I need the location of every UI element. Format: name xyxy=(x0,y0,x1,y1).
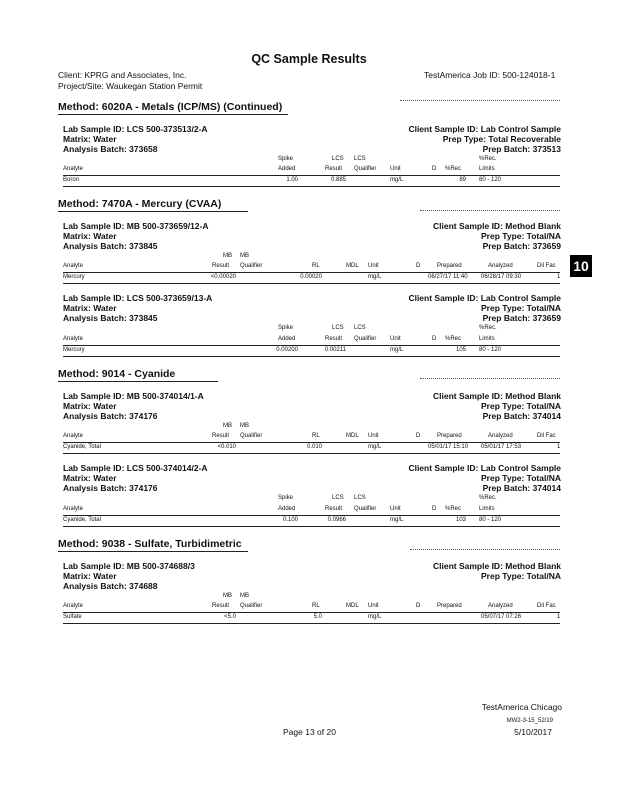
footer-company: TestAmerica Chicago xyxy=(481,702,562,712)
method-heading-9014: Method: 9014 - Cyanide xyxy=(58,368,176,380)
cell-analyte: Cyanide, Total xyxy=(63,517,101,523)
col-rec: %Rec xyxy=(445,336,462,342)
col-analyte: Analyte xyxy=(63,603,84,609)
method-underline xyxy=(58,381,218,382)
cell-unit: mg/L xyxy=(368,444,382,450)
col-lcs: LCS xyxy=(354,156,366,162)
header-rule xyxy=(63,442,560,443)
cell-analyte: Mercury xyxy=(63,274,85,280)
lab-sample-id: Lab Sample ID: LCS 500-374014/2-A xyxy=(63,463,208,473)
prep-batch: Prep Batch: 373659 xyxy=(482,313,561,323)
col-rec: %Rec. xyxy=(479,156,497,162)
header-rule xyxy=(63,612,560,613)
col-limits: Limits xyxy=(479,506,495,512)
matrix: Matrix: Water xyxy=(63,571,117,581)
analysis-batch: Analysis Batch: 373658 xyxy=(63,144,158,154)
cell-rec: 105 xyxy=(455,347,466,353)
client-sample-id: Client Sample ID: Method Blank xyxy=(433,391,561,401)
col-mb: MB xyxy=(223,423,232,429)
col-qualifier: Qualifier xyxy=(354,336,377,342)
divider xyxy=(420,210,560,211)
prep-type: Prep Type: Total/NA xyxy=(481,303,561,313)
col-unit: Unit xyxy=(390,336,401,342)
col-result: Result xyxy=(212,263,230,269)
cell-dilfac: 1 xyxy=(557,614,561,620)
client-sample-id: Client Sample ID: Lab Control Sample xyxy=(408,293,561,303)
col-d: D xyxy=(432,166,437,172)
cell-result: 0.00211 xyxy=(324,347,346,353)
matrix: Matrix: Water xyxy=(63,401,117,411)
col-d: D xyxy=(432,506,437,512)
cell-result: <0.010 xyxy=(217,444,236,450)
cell-prepared: 06/27/17 11:40 xyxy=(428,274,468,280)
cell-result: <5.0 xyxy=(224,614,236,620)
cell-added: 1.00 xyxy=(286,177,298,183)
project-site: Project/Site: Waukegan Station Permit xyxy=(58,81,203,91)
col-prepared: Prepared xyxy=(437,603,462,609)
col-rec: %Rec xyxy=(445,166,462,172)
col-unit: Unit xyxy=(368,603,379,609)
cell-unit: mg/L xyxy=(390,177,404,183)
matrix: Matrix: Water xyxy=(63,231,117,241)
cell-limits: 80 - 120 xyxy=(479,347,502,353)
divider xyxy=(400,100,560,101)
prep-type: Prep Type: Total/NA xyxy=(481,571,561,581)
col-mb: MB xyxy=(223,593,232,599)
col-lcs: LCS xyxy=(332,156,344,162)
col-mdl: MDL xyxy=(346,263,359,269)
col-analyzed: Analyzed xyxy=(488,263,513,269)
cell-analyzed: 05/01/17 17:53 xyxy=(481,444,522,450)
cell-result: 0.0966 xyxy=(327,517,346,523)
col-added: Added xyxy=(278,336,296,342)
lab-sample-id: Lab Sample ID: MB 500-374688/3 xyxy=(63,561,195,571)
lab-sample-id: Lab Sample ID: MB 500-373659/12-A xyxy=(63,221,209,231)
col-limits: Limits xyxy=(479,336,495,342)
col-d: D xyxy=(432,336,437,342)
col-prepared: Prepared xyxy=(437,433,462,439)
cell-unit: mg/L xyxy=(368,614,382,620)
col-result: Result xyxy=(325,506,343,512)
col-qualifier: Qualifier xyxy=(240,433,263,439)
col-analyte: Analyte xyxy=(63,506,84,512)
header-rule xyxy=(63,175,560,176)
prep-batch: Prep Batch: 374014 xyxy=(482,483,561,493)
cell-analyte: Sulfate xyxy=(63,614,82,620)
lab-sample-id: Lab Sample ID: MB 500-374014/1-A xyxy=(63,391,204,401)
row-rule xyxy=(63,453,560,454)
col-analyzed: Analyzed xyxy=(488,603,513,609)
col-added: Added xyxy=(278,166,296,172)
matrix: Matrix: Water xyxy=(63,303,117,313)
col-lcs: LCS xyxy=(354,495,366,501)
cell-result: <0.00020 xyxy=(210,274,236,280)
cell-added: 0.100 xyxy=(282,517,298,523)
col-dilfac: Dil Fac xyxy=(537,603,556,609)
header-rule xyxy=(63,272,560,273)
col-spike: Spike xyxy=(278,325,294,331)
col-mb: MB xyxy=(240,423,249,429)
cell-analyte: Mercury xyxy=(63,347,85,353)
col-unit: Unit xyxy=(390,506,401,512)
cell-added: 0.00200 xyxy=(276,347,298,353)
cell-rl: 5.0 xyxy=(313,614,322,620)
page-title: QC Sample Results xyxy=(251,52,367,66)
col-d: D xyxy=(416,603,421,609)
cell-limits: 80 - 120 xyxy=(479,517,502,523)
cell-result: 0.885 xyxy=(330,177,346,183)
header-rule xyxy=(63,515,560,516)
col-result: Result xyxy=(212,433,230,439)
col-rl: RL xyxy=(312,603,320,609)
cell-analyzed: 05/07/17 07:26 xyxy=(481,614,522,620)
method-heading-6020a: Method: 6020A - Metals (ICP/MS) (Continued) xyxy=(58,101,283,113)
col-result: Result xyxy=(325,336,343,342)
cell-rec: 89 xyxy=(459,177,466,183)
client-sample-id: Client Sample ID: Method Blank xyxy=(433,561,561,571)
page-number: Page 13 of 20 xyxy=(283,727,336,737)
matrix: Matrix: Water xyxy=(63,134,117,144)
method-underline xyxy=(58,211,248,212)
analysis-batch: Analysis Batch: 374176 xyxy=(63,483,158,493)
method-underline xyxy=(58,551,248,552)
col-unit: Unit xyxy=(368,433,379,439)
client-sample-id: Client Sample ID: Method Blank xyxy=(433,221,561,231)
col-analyte: Analyte xyxy=(63,166,84,172)
col-lcs: LCS xyxy=(354,325,366,331)
analysis-batch: Analysis Batch: 374688 xyxy=(63,581,158,591)
divider xyxy=(410,549,560,550)
analysis-batch: Analysis Batch: 373845 xyxy=(63,313,158,323)
col-rec: %Rec xyxy=(445,506,462,512)
analysis-batch: Analysis Batch: 373845 xyxy=(63,241,158,251)
col-d: D xyxy=(416,433,421,439)
method-underline xyxy=(58,114,288,115)
method-heading-7470a: Method: 7470A - Mercury (CVAA) xyxy=(58,198,222,210)
row-rule xyxy=(63,186,560,187)
col-lcs: LCS xyxy=(332,495,344,501)
col-limits: Limits xyxy=(479,166,495,172)
divider xyxy=(420,378,560,379)
row-rule xyxy=(63,526,560,527)
section-tab: 10 xyxy=(570,255,592,277)
cell-analyte: Cyanide, Total xyxy=(63,444,101,450)
prep-batch: Prep Batch: 373659 xyxy=(482,241,561,251)
client-name: Client: KPRG and Associates, Inc. xyxy=(58,70,187,80)
prep-type: Prep Type: Total/NA xyxy=(481,401,561,411)
col-qualifier: Qualifier xyxy=(240,263,263,269)
col-mb: MB xyxy=(240,253,249,259)
col-spike: Spike xyxy=(278,156,294,162)
matrix: Matrix: Water xyxy=(63,473,117,483)
col-d: D xyxy=(416,263,421,269)
col-spike: Spike xyxy=(278,495,294,501)
client-sample-id: Client Sample ID: Lab Control Sample xyxy=(408,124,561,134)
cell-limits: 80 - 120 xyxy=(479,177,502,183)
col-unit: Unit xyxy=(390,166,401,172)
col-mdl: MDL xyxy=(346,603,359,609)
row-rule xyxy=(63,356,560,357)
footer-date: 5/10/2017 xyxy=(514,727,552,737)
col-rec: %Rec. xyxy=(479,325,497,331)
header-rule xyxy=(63,345,560,346)
col-mb: MB xyxy=(223,253,232,259)
analysis-batch: Analysis Batch: 374176 xyxy=(63,411,158,421)
lab-sample-id: Lab Sample ID: LCS 500-373659/13-A xyxy=(63,293,213,303)
job-id: TestAmerica Job ID: 500-124018-1 xyxy=(424,70,556,80)
prep-type: Prep Type: Total/NA xyxy=(481,231,561,241)
cell-unit: mg/L xyxy=(390,517,404,523)
prep-type: Prep Type: Total Recoverable xyxy=(442,134,561,144)
cell-dilfac: 1 xyxy=(557,444,561,450)
cell-analyzed: 06/28/17 09:30 xyxy=(481,274,522,280)
col-unit: Unit xyxy=(368,263,379,269)
col-result: Result xyxy=(325,166,343,172)
col-analyte: Analyte xyxy=(63,336,84,342)
col-rl: RL xyxy=(312,263,320,269)
cell-analyte: Boron xyxy=(63,177,80,183)
footer-doc-id: MW2-3-15_52/19 xyxy=(506,718,553,724)
prep-type: Prep Type: Total/NA xyxy=(481,473,561,483)
col-rl: RL xyxy=(312,433,320,439)
col-rec: %Rec. xyxy=(479,495,497,501)
col-dilfac: Dil Fac xyxy=(537,263,556,269)
cell-prepared: 05/01/17 15:10 xyxy=(428,444,469,450)
lab-sample-id: Lab Sample ID: LCS 500-373513/2-A xyxy=(63,124,208,134)
col-mb: MB xyxy=(240,593,249,599)
col-analyte: Analyte xyxy=(63,433,84,439)
method-heading-9038: Method: 9038 - Sulfate, Turbidimetric xyxy=(58,538,242,550)
prep-batch: Prep Batch: 374014 xyxy=(482,411,561,421)
cell-rl: 0.010 xyxy=(306,444,322,450)
col-mdl: MDL xyxy=(346,433,359,439)
row-rule xyxy=(63,623,560,624)
cell-unit: mg/L xyxy=(368,274,382,280)
cell-unit: mg/L xyxy=(390,347,404,353)
col-lcs: LCS xyxy=(332,325,344,331)
col-analyte: Analyte xyxy=(63,263,84,269)
col-qualifier: Qualifier xyxy=(354,506,377,512)
prep-batch: Prep Batch: 373513 xyxy=(482,144,561,154)
client-sample-id: Client Sample ID: Lab Control Sample xyxy=(408,463,561,473)
cell-dilfac: 1 xyxy=(557,274,561,280)
row-rule xyxy=(63,283,560,284)
col-dilfac: Dil Fac xyxy=(537,433,556,439)
col-result: Result xyxy=(212,603,230,609)
col-analyzed: Analyzed xyxy=(488,433,513,439)
col-qualifier: Qualifier xyxy=(240,603,263,609)
col-added: Added xyxy=(278,506,296,512)
cell-rl: 0.00020 xyxy=(300,274,322,280)
col-qualifier: Qualifier xyxy=(354,166,377,172)
col-prepared: Prepared xyxy=(437,263,462,269)
cell-rec: 103 xyxy=(455,517,466,523)
